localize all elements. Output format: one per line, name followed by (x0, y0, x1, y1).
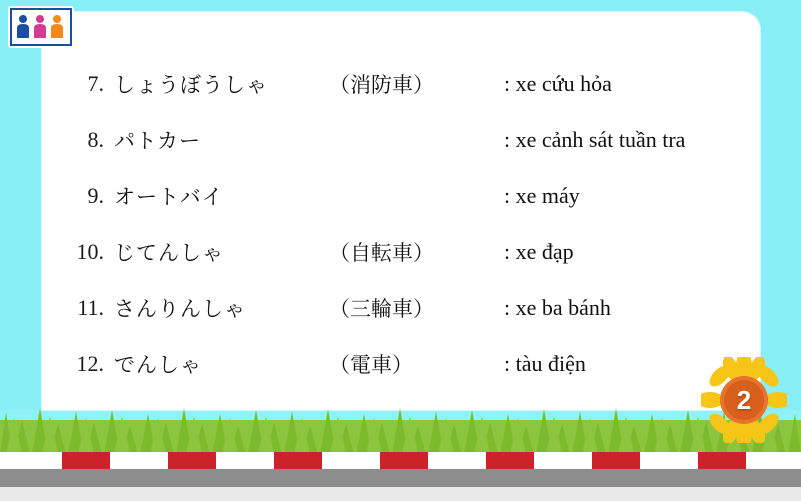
list-item (42, 336, 760, 392)
item-kanji: （三輪車） (329, 297, 434, 321)
item-translation: : xe máy (504, 183, 580, 208)
uah-logo (8, 6, 74, 48)
item-kana: さんりんしゃ (114, 297, 246, 321)
item-number: 10. (76, 239, 104, 264)
list-item (42, 112, 760, 168)
item-kana: じてんしゃ (114, 241, 224, 265)
curb-dash (274, 452, 322, 469)
item-kanji: （自転車） (329, 241, 434, 265)
grass-decoration (0, 406, 801, 454)
item-number: 9. (87, 183, 104, 208)
page-badge (701, 357, 787, 443)
curb-dash (168, 452, 216, 469)
uah-logo-icon (10, 8, 72, 46)
item-number: 7. (87, 71, 104, 96)
list-item (42, 56, 760, 112)
road-decoration (0, 452, 801, 501)
item-kanji: （電車） (329, 353, 413, 377)
curb-dash (380, 452, 428, 469)
list-item (42, 280, 760, 336)
item-translation: : xe đạp (504, 239, 574, 264)
item-translation: : xe cứu hỏa (504, 71, 612, 96)
list-item (42, 224, 760, 280)
item-kanji: （消防車） (329, 73, 434, 97)
curb-dash (486, 452, 534, 469)
item-number: 11. (77, 295, 104, 320)
item-number: 12. (76, 351, 104, 376)
item-kana: でんしゃ (114, 353, 202, 377)
item-kana: オートバイ (114, 185, 224, 209)
road-asphalt (0, 469, 801, 487)
vocabulary-list (42, 56, 760, 392)
item-number: 8. (87, 127, 104, 152)
item-translation: : tàu điện (504, 351, 586, 376)
curb-dash (62, 452, 110, 469)
road-shoulder (0, 487, 801, 501)
curb (0, 452, 801, 469)
item-translation: : xe cảnh sát tuần tra (504, 127, 686, 152)
curb-dash (698, 452, 746, 469)
content-card (42, 12, 760, 410)
item-translation: : xe ba bánh (504, 295, 611, 320)
item-kana: しょうぼうしゃ (114, 73, 268, 97)
curb-dash (592, 452, 640, 469)
page-number: 2 (736, 384, 752, 415)
grass-blades-icon (0, 406, 801, 454)
list-item (42, 168, 760, 224)
item-kana: パトカー (114, 129, 201, 153)
